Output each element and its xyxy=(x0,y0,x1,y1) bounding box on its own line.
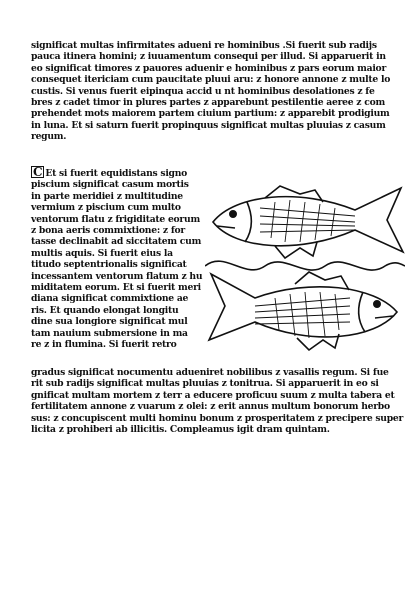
text-line: eo significat timores z pauores aduenir e hominibus z pars eorum maior xyxy=(31,62,387,74)
text-line: diana significat commixtione ae xyxy=(31,293,189,305)
text-line: vermium z piscium cum multo xyxy=(31,202,181,214)
text-line: sus: z concupiscent multi hominu bonum z prosperitatem z precipere super xyxy=(31,412,404,424)
text-line: licita z prohiberi ab illicitis. Compleamus igit dram quintam. xyxy=(31,424,330,436)
text-line: z bona aeris commixtione: z for xyxy=(31,225,185,237)
text-line: in luna. Et si saturn fuerit propinquus significat multas pluuias z casum xyxy=(31,119,386,131)
text-line: titudo septentrionalis significat xyxy=(31,259,187,271)
text-line: dine sua longiore significat mul xyxy=(31,316,188,328)
upper-fish xyxy=(213,186,403,258)
text-line: pauca itinera homini; z iuuamentum consequi per illud. Si apparuerit in xyxy=(31,51,386,63)
text-line: prehendet mots maiorem partem ciuium partium: z apparebit prodigium xyxy=(31,108,390,120)
text-line: tam nauium submersione in ma xyxy=(31,327,188,339)
text-line: regum. xyxy=(31,131,67,143)
text-line: ris. Et quando elongat longitu xyxy=(31,304,179,316)
text-line: piscium significat casum mortis xyxy=(31,179,189,191)
text-line: tasse declinabit ad siccitatem cum xyxy=(31,236,202,248)
text-line: consequet itericiam cum paucitate pluui aru: z honore annone z multe lo xyxy=(31,74,391,86)
paragraph-bottom xyxy=(31,367,403,435)
text-line: significat multas infirmitates adueni re hominibus .Si fuerit sub radijs xyxy=(31,40,377,51)
text-line: bres z cadet timor in plures partes z apparebunt pestilentie aeree z com xyxy=(31,97,385,109)
text-line: ventorum flatu z frigiditate eorum xyxy=(31,213,200,225)
pisces-fish-figure xyxy=(205,180,405,355)
text-line: in parte meridiei z multitudine xyxy=(31,190,183,202)
wave-divider xyxy=(205,261,405,270)
paragraph-beside-figure xyxy=(31,166,206,351)
pisces-woodcut-illustration xyxy=(205,180,405,355)
text-line: miditatem eorum. Et si fuerit meri xyxy=(31,282,201,294)
text-line: multis aquis. Si fuerit eius la xyxy=(31,247,173,259)
text-line: custis. Si venus fuerit eipinqua accid u nt hominibus desolationes z fe xyxy=(31,85,375,97)
text-line: gradus significat nocumentu adueniret nobilibus z vasallis regum. Si fue xyxy=(31,367,389,378)
text-line: rit sub radijs significat multas pluuias z tonitrua. Si apparuerit in eo si xyxy=(31,378,379,390)
text-line: re z in flumina. Si fuerit retro xyxy=(31,339,177,351)
lower-fish xyxy=(209,272,397,350)
text-line: C Et si fuerit equidistans signo xyxy=(33,165,188,179)
text-line: incessantem ventorum flatum z hu xyxy=(31,270,203,282)
text-line: fertilitatem annone z vuarum z olei: z erit annus multum bonorum herbo xyxy=(31,401,390,413)
text-line: gnificat multam mortem z terr a educere proficuu suum z multa tabera et xyxy=(31,389,395,401)
paragraph-top xyxy=(31,40,403,143)
decorated-initial: C xyxy=(33,165,43,179)
